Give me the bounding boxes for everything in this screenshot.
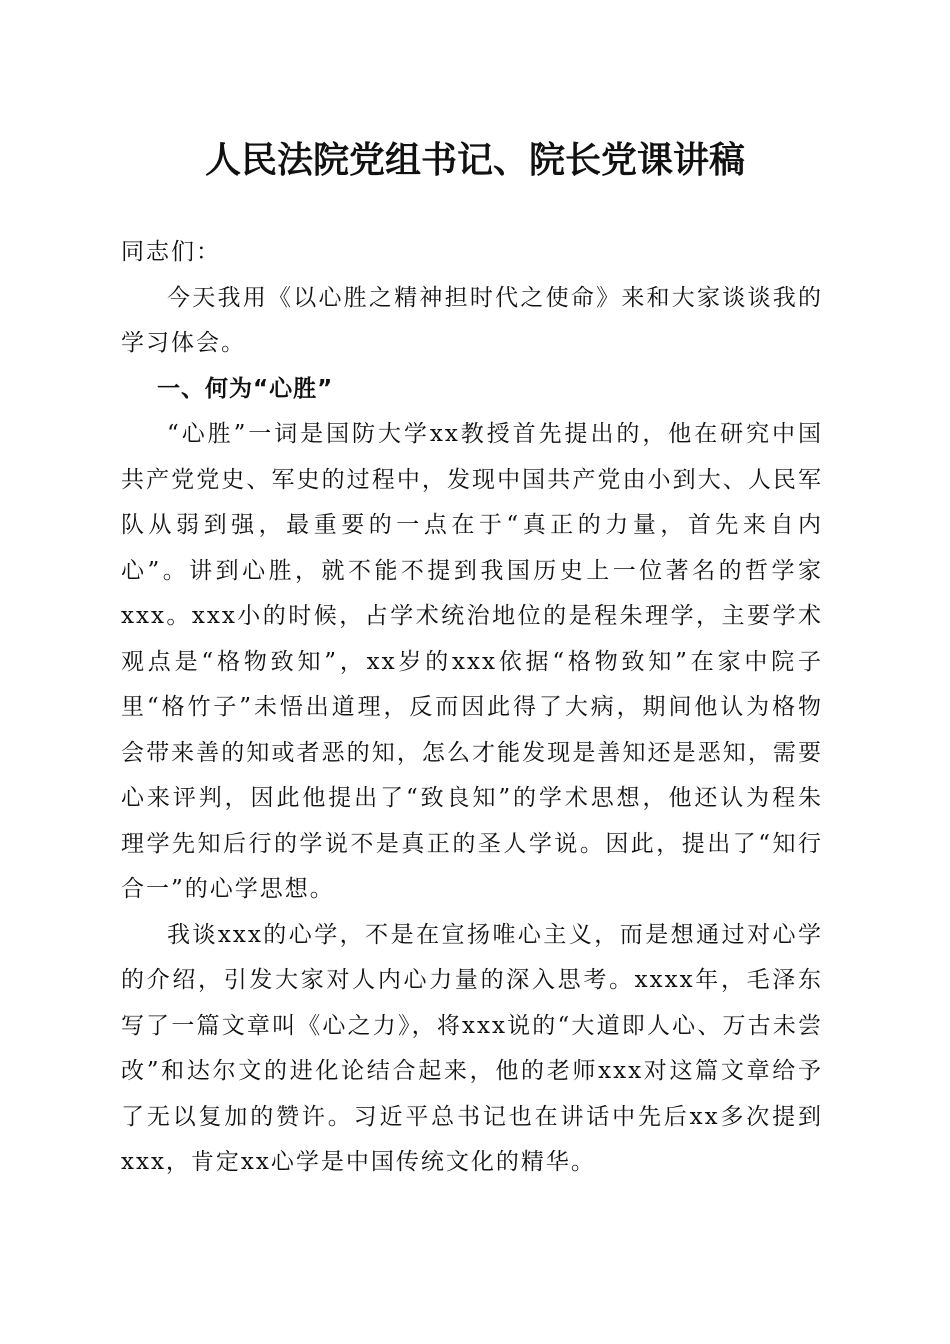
salutation: 同志们： xyxy=(121,239,221,265)
section-heading: 一、何为“心胜” xyxy=(157,375,334,402)
document-body xyxy=(121,230,823,1186)
page-title: 人民法院党组书记、院长党课讲稿 xyxy=(204,139,745,181)
body-paragraph: 我谈xxx的心学，不是在宣扬唯心主义，而是想通过对心学的介绍，引发大家对人内心力量的深入思考。xxxx年，毛泽东写了一篇文章叫《心之力》，将xxx说的“大道即人心、万古未尝改”和达尔文的进化论结合起来，他的老师xxx对这篇文章给予了无以复加的赞许。习近平总书记也在讲话中先后xx多次提到xxx，肯定xx心学是中国传统文化的精华。 xyxy=(121,921,823,1175)
intro-paragraph: 今天我用《以心胜之精神担时代之使命》来和大家谈谈我的学习体会。 xyxy=(121,284,823,356)
body-paragraph: “心胜”一词是国防大学xx教授首先提出的，他在研究中国共产党党史、军史的过程中，发现中国共产党由小到大、人民军队从弱到强，最重要的一点在于“真正的力量，首先来自内心”。讲到心胜，就不能不提到我国历史上一位著名的哲学家xxx。xxx小的时候，占学术统治地位的是程朱理学，主要学术观点是“格物致知”，xx岁的xxx依据“格物致知”在家中院子里“格竹子”未悟出道理，反而因此得了大病，期间他认为格物会带来善的知或者恶的知，怎么才能发现是善知还是恶知，需要心来评判，因此他提出了“致良知”的学术思想，他还认为程朱理学先知后行的学说不是真正的圣人学说。因此，提出了“知行合一”的心学思想。 xyxy=(121,421,823,902)
